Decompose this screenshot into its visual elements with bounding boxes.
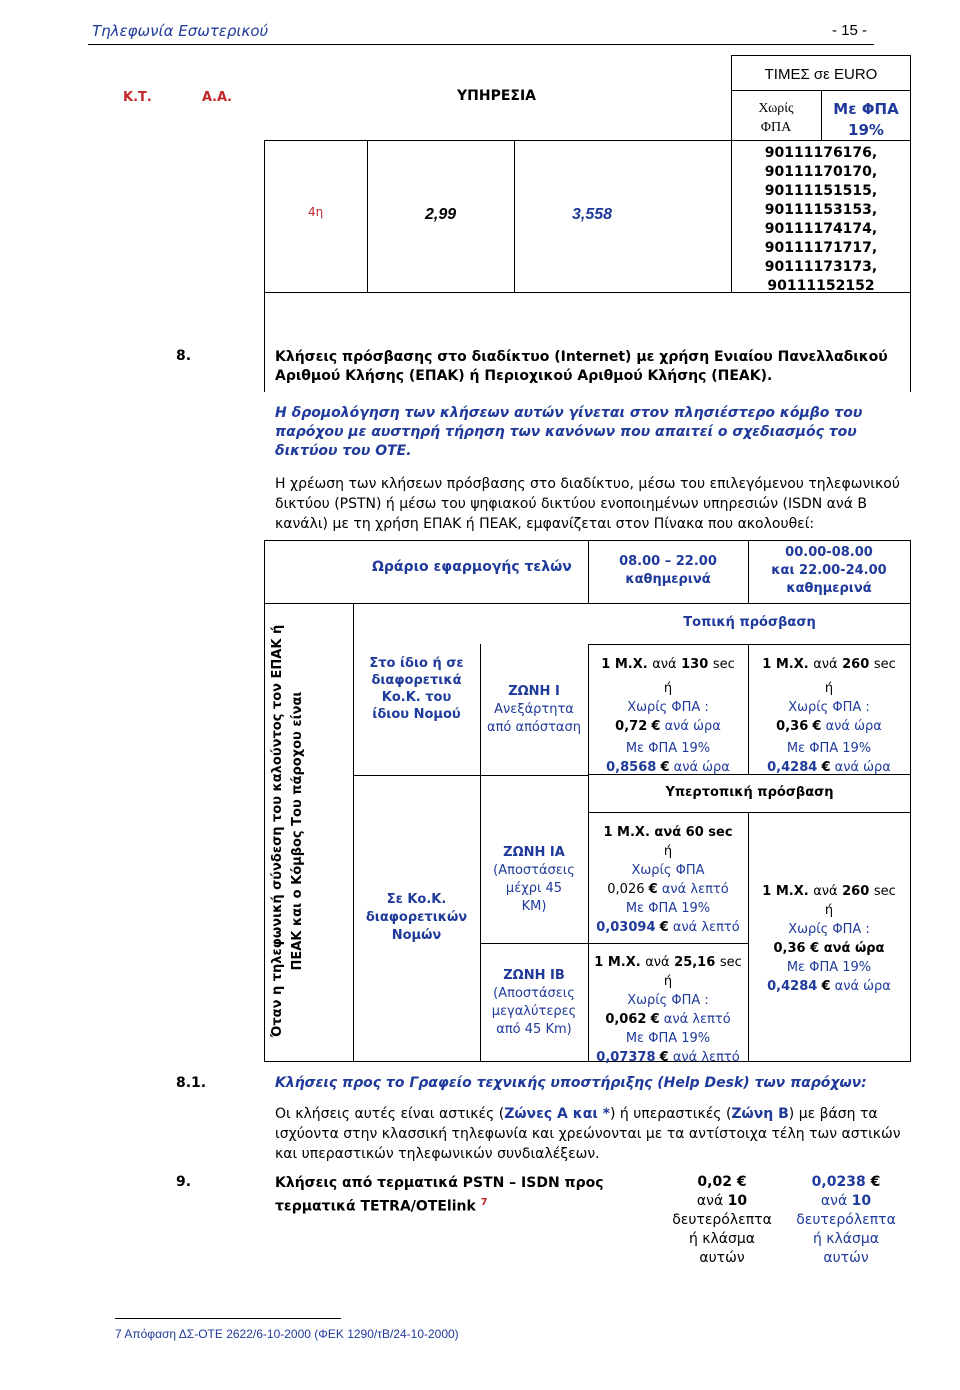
footnote: 7 Απόφαση ΔΣ-ΟΤΕ 2622/6-10-2000 (ΦΕΚ 1290/τΒ/24-10-2000): [115, 1327, 459, 1341]
section-8-title: Κλήσεις πρόσβασης στο διαδίκτυο (Internet) με χρήση Ενιαίου Πανελλαδικού Αριθμού Κλήσης (ΕΠΑΚ) ή Περιοχικού Αριθμού Κλήσης (ΠΕΑΚ).: [275, 349, 888, 384]
euro-icon: €: [659, 920, 669, 935]
grid-line: [731, 55, 911, 56]
col-header-service: ΥΠΗΡΕΣΙΑ: [457, 88, 537, 104]
service-number: 90111171717,: [764, 240, 878, 256]
section-8-1-number: 8.1.: [176, 1075, 207, 1091]
footnote-rule: [115, 1318, 341, 1319]
zone-ib-cell: ΖΩΝΗ ΙΒ (Αποστάσεις μεγαλύτερες από 45 Km): [491, 968, 577, 1037]
grid-line: [264, 540, 265, 1061]
service-number: 90111152152: [767, 278, 875, 294]
grid-line: [480, 943, 588, 944]
euro-icon: €: [648, 882, 658, 897]
row-price-vat: 3,558: [572, 206, 613, 223]
euro-icon: €: [660, 760, 670, 775]
local-day-rate: 1 Μ.Χ. ανά 130 sec ή Χωρίς ΦΠΑ : 0,72 € ανά ώρα Με ΦΠΑ 19% 0,8568 € ανά ώρα: [601, 657, 735, 775]
row-price-no-vat: 2,99: [425, 206, 457, 223]
footnote-ref[interactable]: 7: [480, 1197, 488, 1208]
grid-line: [588, 644, 911, 645]
grid-line: [588, 812, 911, 813]
grid-line: [353, 775, 588, 776]
daytime-hours: 08.00 – 22.00 καθημερινά: [619, 554, 717, 587]
local-night-rate: 1 Μ.Χ. ανά 260 sec ή Χωρίς ΦΠΑ : 0,36 € ανά ώρα Με ΦΠΑ 19% 0,4284 € ανά ώρα: [762, 657, 896, 775]
euro-icon: €: [812, 719, 822, 734]
grid-line: [264, 140, 265, 392]
section-9-title: Κλήσεις από τερματικά PSTN – ISDN προς τερματικά TETRA/OTElink $^7$: [275, 1175, 604, 1215]
document-title: Τηλεφωνία Εσωτερικού: [92, 22, 269, 40]
euro-icon: €: [651, 719, 661, 734]
zone-ia-cell: ΖΩΝΗ ΙΑ (Αποστάσεις μέχρι 45 ΚΜ): [493, 845, 575, 914]
grid-line: [514, 140, 515, 292]
euro-icon: €: [659, 1050, 669, 1065]
same-prefecture-cell: Στο ίδιο ή σε διαφορετικά Κο.Κ. του ίδιου Νομού: [369, 656, 464, 722]
schedule-label: Ωράριο εφαρμογής τελών: [372, 559, 572, 575]
row-ordinal: 4η: [308, 205, 324, 219]
section-9-price-no-vat: 0,02 € ανά 10 δευτερόλεπτα ή κλάσμα αυτών: [672, 1174, 772, 1266]
euro-icon: €: [736, 1174, 747, 1190]
service-number: 90111151515,: [764, 183, 878, 199]
zone-i-cell: ΖΩΝΗ Ι Ανεξάρτητα από απόσταση: [487, 684, 581, 735]
service-numbers-list: [731, 144, 911, 296]
zone-ib-day-rate: 1 Μ.Χ. ανά 25,16 sec ή Χωρίς ΦΠΑ : 0,062 € ανά λεπτό Με ΦΠΑ 19% 0,07378 € ανά λεπτό: [594, 955, 742, 1065]
grid-line: [264, 140, 911, 141]
local-access-header: Τοπική πρόσβαση: [683, 615, 816, 630]
section-9-number: 9.: [176, 1174, 192, 1190]
section-9-price-vat: 0,0238 € ανά 10 δευτερόλεπτα ή κλάσμα αυτών: [796, 1174, 896, 1266]
euro-icon: €: [650, 1012, 660, 1027]
routing-note: Η δρομολόγηση των κλήσεων αυτών γίνεται στον πλησιέστερο κόμβο του παρόχου με αυστηρή τήρηση των κανόνων που απαιτεί ο σχεδιασμός του δικτύου του ΟΤΕ.: [275, 405, 863, 459]
supra-local-header: Υπερτοπική πρόσβαση: [665, 785, 834, 800]
euro-icon: €: [821, 979, 831, 994]
grid-line: [367, 140, 368, 292]
service-number: 90111170170,: [764, 164, 878, 180]
section-8-1-title: Κλήσεις προς το Γραφείο τεχνικής υποστήριξης (Help Desk) των παρόχων:: [275, 1075, 867, 1091]
connection-condition-vertical: Όταν η τηλεφωνική σύνδεση του καλούντος τον ΕΠΑΚ ή ΠΕΑΚ και ο Κόμβος Του πάροχου είναι: [270, 624, 305, 1038]
col-header-aa: Α.Α.: [202, 90, 232, 105]
no-vat-header: Χωρίς ΦΠΑ: [758, 101, 794, 135]
page-number: - 15 -: [832, 22, 868, 39]
euro-icon: €: [810, 941, 820, 956]
helpdesk-description: Οι κλήσεις αυτές είναι αστικές (Ζώνες Α και *) ή υπεραστικές (Ζώνη Β) με βάση τα ισχύοντα στην κλασσική τηλεφωνία και χρεώνονται με τα αντίστοιχα τέλη των αστικών και υπεραστικών τηλεφωνικών συνδιαλέξεων.: [275, 1106, 901, 1162]
service-number: 90111176176,: [764, 145, 878, 161]
vat-header: Με ΦΠΑ 19%: [833, 100, 899, 139]
supra-night-rate: 1 Μ.Χ. ανά 260 sec ή Χωρίς ΦΠΑ : 0,36 € ανά ώρα Με ΦΠΑ 19% 0,4284 € ανά ώρα: [762, 884, 896, 994]
col-header-kt: Κ.Τ.: [123, 90, 152, 105]
service-number: 90111153153,: [764, 202, 878, 218]
euro-icon: €: [821, 760, 831, 775]
prices-header: ΤΙΜΕΣ σε EURO: [764, 66, 878, 83]
euro-icon: €: [870, 1174, 881, 1190]
service-number: 90111174174,: [764, 221, 878, 237]
zone-ia-day-rate: 1 Μ.Χ. ανά 60 sec ή Χωρίς ΦΠΑ 0,026 € ανά λεπτό Με ΦΠΑ 19% 0,03094 € ανά λεπτό: [596, 825, 740, 935]
service-number: 90111173173,: [764, 259, 878, 275]
section-8-number: 8.: [176, 348, 192, 364]
different-prefecture-cell: Σε Κο.Κ. διαφορετικών Νομών: [365, 892, 468, 943]
header-rule: [88, 44, 874, 45]
grid-line: [588, 943, 748, 944]
grid-line: [264, 603, 911, 604]
charging-description: Η χρέωση των κλήσεων πρόσβασης στο διαδίκτυο, μέσω του επιλεγόμενου τηλεφωνικού δικτύου (PSTN) ή μέσω του ψηφιακού δικτύου ενοποιημένων υπηρεσιών (ISDN ανά Β κανάλι) με τη χρήση ΕΠΑΚ ή ΠΕΑΚ, εμφανίζεται στον Πίνακα που ακολουθεί:: [275, 476, 900, 532]
night-hours: 00.00-08.00 και 22.00-24.00 καθημερινά: [771, 545, 887, 596]
